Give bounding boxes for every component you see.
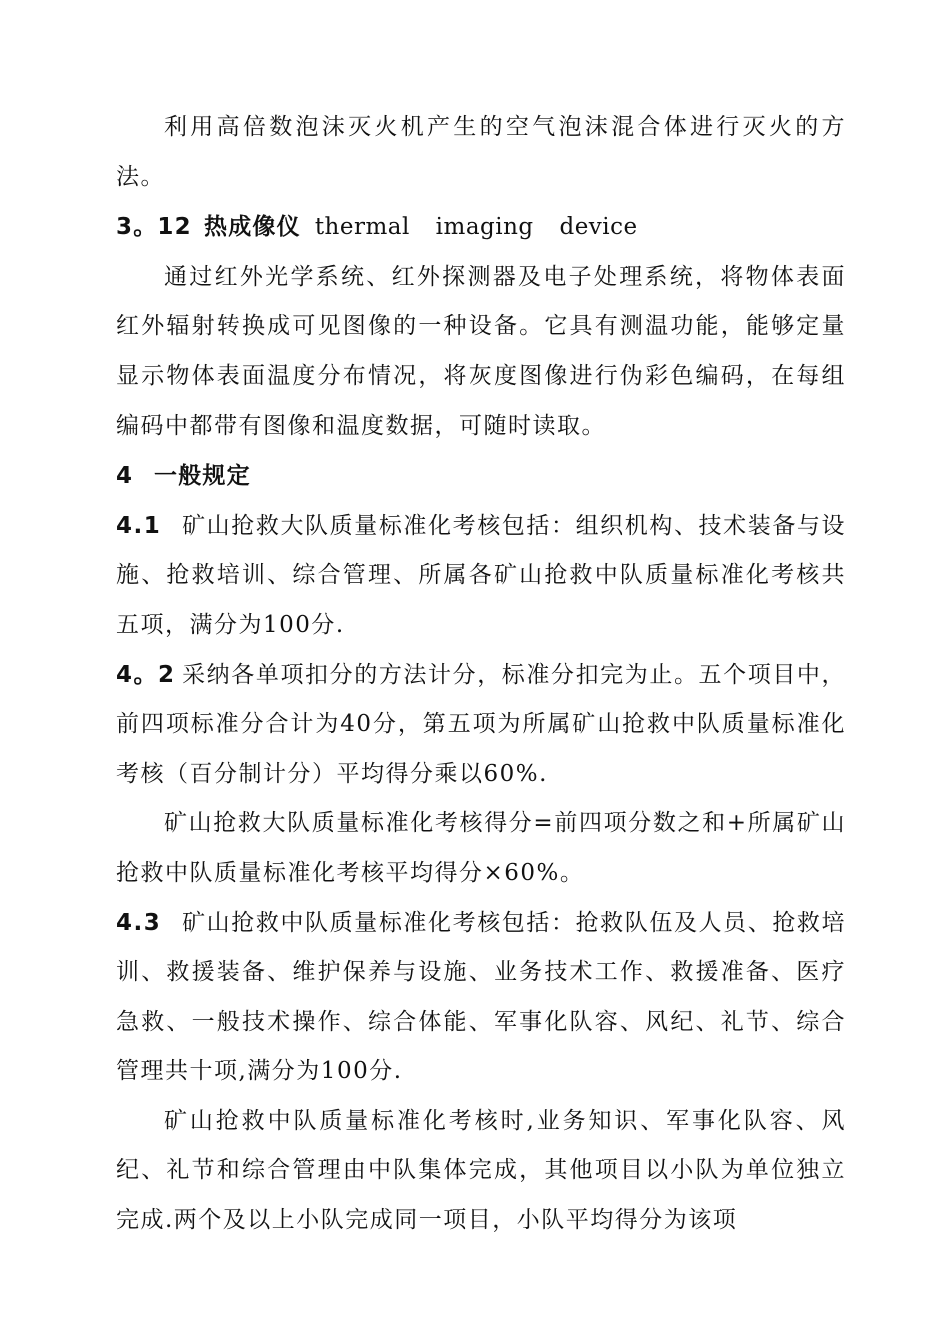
section-title: 一般规定 [154, 462, 251, 490]
clause-number: 4.1 [116, 512, 162, 539]
section-number: 4 [116, 463, 134, 490]
paragraph-thermal-definition: 通过红外光学系统、红外探测器及电子处理系统，将物体表面红外辐射转换成可见图像的一种设备。它具有测温功能，能够定量显示物体表面温度分布情况，将灰度图像进行伪彩色编码，在每组编码中都带有图像和温度数据，可随时读取。 [116, 263, 846, 439]
paragraph-foam-method: 利用高倍数泡沫灭火机产生的空气泡沫混合体进行灭火的方法。 [116, 114, 846, 190]
clause-number: 4。2 [116, 661, 176, 688]
term-name-en: thermal imaging device [314, 214, 638, 241]
paragraph-brigade-formula: 矿山抢救大队质量标准化考核得分=前四项分数之和+所属矿山抢救中队质量标准化考核平均得分×60%。 [116, 810, 846, 886]
term-name-zh: 热成像仪 [204, 213, 301, 241]
clause-text: 矿山抢救中队质量标准化考核包括：抢救队伍及人员、抢救培训、救援装备、维护保养与设施、业务技术工作、救援准备、医疗急救、一般技术操作、综合体能、军事化队容、风纪、礼节、综合管理共十项,满分为100分. [116, 909, 846, 1085]
section-heading-4 [116, 451, 846, 502]
document-body [116, 103, 846, 1246]
term-heading-3-12 [116, 202, 846, 253]
clause-4-2 [116, 651, 846, 800]
clause-number: 4.3 [116, 909, 162, 936]
paragraph-squadron-note: 矿山抢救中队质量标准化考核时,业务知识、军事化队容、风纪、礼节和综合管理由中队集体完成，其他项目以小队为单位独立完成.两个及以上小队完成同一项目，小队平均得分为该项 [116, 1107, 846, 1234]
clause-4-1 [116, 502, 846, 651]
clause-text: 采纳各单项扣分的方法计分，标准分扣完为止。五个项目中，前四项标准分合计为40分，第五项为所属矿山抢救中队质量标准化考核（百分制计分）平均得分乘以60%. [116, 661, 846, 787]
term-number: 3。12 [116, 214, 192, 241]
clause-4-3 [116, 899, 846, 1097]
clause-text: 矿山抢救大队质量标准化考核包括：组织机构、技术装备与设施、抢救培训、综合管理、所属各矿山抢救中队质量标准化考核共五项，满分为100分. [116, 512, 846, 638]
